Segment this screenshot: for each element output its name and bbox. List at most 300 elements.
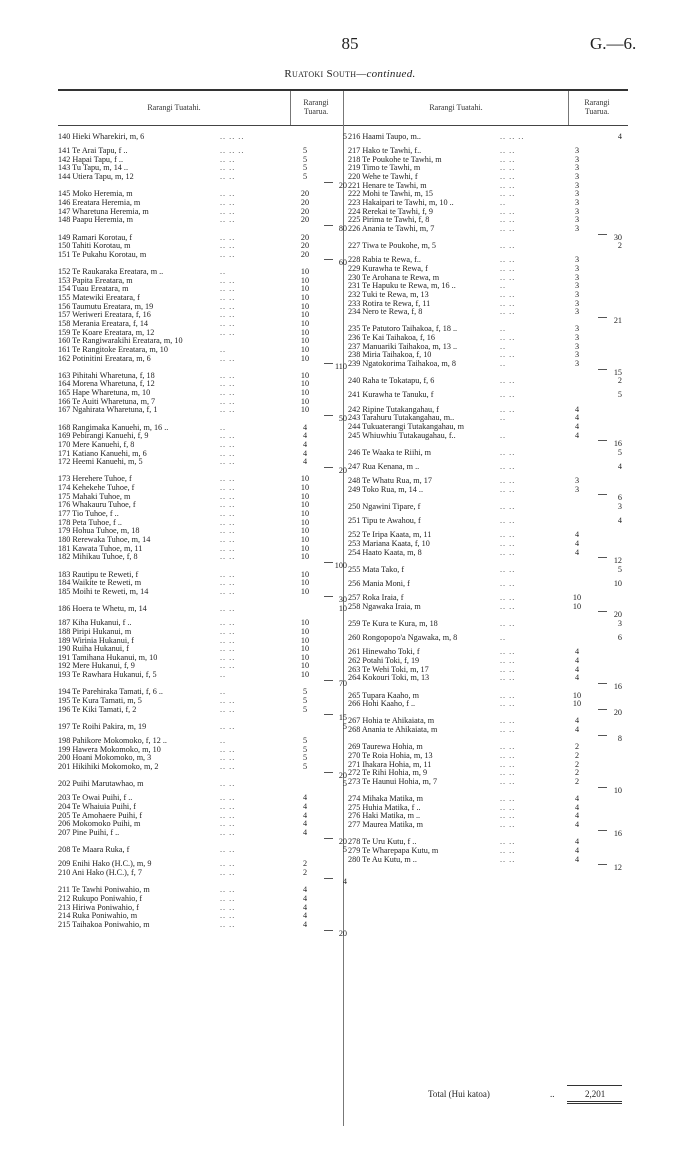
owner-name: 156 Taumutu Ereatara, m, 19 bbox=[58, 301, 154, 311]
subtotal-rule bbox=[598, 735, 607, 736]
subtotal-rule bbox=[324, 259, 333, 260]
owner-row bbox=[348, 821, 628, 830]
share-value: 2 bbox=[302, 868, 308, 878]
share-value: 10 bbox=[300, 517, 310, 527]
leader-dots: .. .. bbox=[500, 298, 516, 308]
leader-dots: .. bbox=[500, 324, 507, 334]
share-value: 4 bbox=[302, 802, 308, 812]
total-value: 4 bbox=[617, 516, 622, 526]
share-value: 20 bbox=[300, 215, 310, 225]
leader-dots: .. .. bbox=[220, 819, 236, 829]
share-value: 4 bbox=[302, 827, 308, 837]
owner-row bbox=[348, 377, 628, 386]
share-value: 3 bbox=[574, 215, 580, 225]
leader-dots: .. .. bbox=[220, 696, 236, 705]
leader-dots: .. .. bbox=[220, 721, 236, 731]
leader-dots: .. .. bbox=[220, 439, 236, 449]
owner-name: 245 Whiuwhiu Tutakaugahau, f.. bbox=[348, 430, 456, 440]
subtotal-rule bbox=[598, 317, 607, 318]
share-value: 10 bbox=[300, 644, 310, 654]
leader-dots: .. .. bbox=[500, 699, 516, 709]
leader-dots: .. .. bbox=[500, 476, 516, 486]
grand-total-rule-top bbox=[567, 1085, 622, 1086]
owner-name: 218 Te Poukohe te Tawhi, m bbox=[348, 154, 442, 164]
leader-dots: .. .. bbox=[220, 526, 236, 536]
share-value: 5 bbox=[302, 154, 308, 164]
leader-dots: .. .. bbox=[500, 461, 516, 471]
share-value: 3 bbox=[574, 272, 580, 282]
owner-name: 225 Pirima te Tawhi, f, 8 bbox=[348, 215, 430, 225]
owner-name: 241 Kurawha te Tanuku, f bbox=[348, 390, 434, 400]
owner-name: 239 Ngatokorima Taihakoa, m, 8 bbox=[348, 359, 456, 369]
leader-dots: .. .. bbox=[220, 753, 236, 763]
leader-dots: .. .. bbox=[220, 644, 236, 654]
share-value: 2 bbox=[574, 759, 580, 769]
owner-row bbox=[58, 763, 348, 772]
owner-name: 233 Rotira te Rewa, f, 11 bbox=[348, 298, 431, 308]
owner-name: 255 Mata Tako, f bbox=[348, 564, 405, 574]
leader-dots: .. .. bbox=[220, 802, 236, 812]
leader-dots: .. .. bbox=[220, 405, 236, 415]
total-value: 70 bbox=[338, 678, 347, 688]
owner-row bbox=[348, 856, 628, 865]
total-value: 15 bbox=[613, 367, 622, 377]
leader-dots: .. bbox=[500, 633, 507, 643]
share-value: 10 bbox=[300, 310, 310, 320]
total-value: 2 bbox=[617, 376, 622, 386]
leader-dots: .. bbox=[220, 736, 227, 746]
leader-dots: .. .. bbox=[500, 241, 516, 251]
subtotal-rule bbox=[324, 714, 333, 715]
leader-dots: .. .. bbox=[220, 810, 236, 820]
owner-name: 213 Hiriwa Poniwahio, f bbox=[58, 902, 139, 912]
leader-dots: .. .. bbox=[500, 742, 516, 752]
owner-name: 190 Ruiha Hukanui, f bbox=[58, 644, 129, 654]
share-value: 10 bbox=[300, 267, 310, 277]
owner-name: 231 Te Hapuku te Rewa, m, 16 .. bbox=[348, 281, 456, 291]
share-value: 4 bbox=[574, 538, 580, 548]
leader-dots: .. .. bbox=[500, 223, 516, 233]
leader-dots: .. bbox=[220, 422, 227, 432]
share-value: 3 bbox=[574, 289, 580, 299]
owner-name: 163 Pihitahi Wharetuna, f, 18 bbox=[58, 370, 155, 380]
share-value: 2 bbox=[574, 742, 580, 752]
owner-row bbox=[58, 553, 348, 562]
owner-row bbox=[348, 566, 628, 575]
owner-name: 224 Rerekai te Tawhi, f, 9 bbox=[348, 206, 433, 216]
total-value: 16 bbox=[613, 439, 622, 449]
owner-name: 226 Anania te Tawhi, m, 7 bbox=[348, 223, 435, 233]
owner-name: 169 Pebirangi Kanuehi, f, 9 bbox=[58, 431, 149, 441]
grand-total-value: 2,201 bbox=[585, 1089, 606, 1099]
leader-dots: .. .. bbox=[220, 661, 236, 671]
subtotal-rule bbox=[324, 838, 333, 839]
owner-name: 203 Te Owai Puihi, f .. bbox=[58, 793, 133, 803]
subtotal-row bbox=[348, 864, 628, 873]
leader-dots: .. .. bbox=[220, 275, 236, 285]
total-value: 4 bbox=[342, 876, 347, 886]
owner-name: 268 Anania te Ahikaiata, m bbox=[348, 725, 438, 735]
share-value: 5 bbox=[302, 163, 308, 173]
total-value: 3 bbox=[617, 501, 622, 511]
owner-name: 186 Hoera te Whetu, m, 14 bbox=[58, 604, 147, 614]
leader-dots: .. .. bbox=[220, 517, 236, 527]
owner-name: 280 Te Au Kutu, m .. bbox=[348, 854, 417, 864]
owner-name: 211 Te Tawhi Poniwahio, m bbox=[58, 885, 150, 895]
share-value: 4 bbox=[574, 802, 580, 812]
share-value: 4 bbox=[574, 430, 580, 440]
owner-name: 165 Hape Wharetuna, m, 10 bbox=[58, 388, 151, 398]
leader-dots: .. .. bbox=[220, 744, 236, 754]
share-value: 3 bbox=[574, 324, 580, 334]
total-value: 5 bbox=[342, 132, 347, 141]
owner-name: 177 Tio Tuhoe, f .. bbox=[58, 509, 119, 519]
leader-dots: .. .. bbox=[500, 263, 516, 273]
grand-total-dots: .. bbox=[550, 1089, 555, 1099]
leader-dots: .. .. bbox=[220, 761, 236, 771]
total-value: 5 bbox=[617, 390, 622, 400]
share-value: 4 bbox=[302, 457, 308, 467]
owner-name: 210 Ani Hako (H.C.), f, 7 bbox=[58, 868, 142, 878]
share-value: 5 bbox=[302, 761, 308, 771]
left-share-header bbox=[290, 98, 342, 116]
owner-name: 222 Mohi te Tawhi, m, 15 bbox=[348, 189, 434, 199]
share-value: 4 bbox=[574, 530, 580, 540]
owner-row bbox=[348, 133, 628, 142]
share-value: 5 bbox=[302, 744, 308, 754]
leader-dots: .. .. bbox=[220, 318, 236, 328]
owner-name: 202 Puihi Marutawhao, m bbox=[58, 779, 144, 789]
leader-dots: .. .. bbox=[500, 390, 516, 400]
share-value: 4 bbox=[574, 725, 580, 735]
subtotal-rule bbox=[598, 611, 607, 612]
leader-dots: .. bbox=[220, 670, 227, 680]
owner-name: 261 Hinewaho Toki, f bbox=[348, 647, 420, 657]
owner-name: 256 Mania Moni, f bbox=[348, 578, 410, 588]
share-value: 20 bbox=[300, 232, 310, 242]
leader-dots: .. .. bbox=[220, 779, 236, 789]
share-value: 10 bbox=[300, 500, 310, 510]
owner-name: 237 Manuariki Taihakoa, m, 13 .. bbox=[348, 341, 458, 351]
owner-name: 168 Rangimaka Kanuehi, m, 16 .. bbox=[58, 422, 169, 432]
grand-total-rule-bottom bbox=[567, 1101, 622, 1104]
leader-dots: .. .. bbox=[500, 593, 516, 603]
total-value: 3 bbox=[617, 619, 622, 629]
share-value: 3 bbox=[574, 359, 580, 369]
share-value: 10 bbox=[300, 336, 310, 346]
leader-dots: .. .. bbox=[500, 776, 516, 786]
leader-dots: .. .. bbox=[500, 333, 516, 343]
leader-dots: .. .. bbox=[220, 197, 236, 207]
leader-dots: .. .. bbox=[500, 751, 516, 760]
share-value: 3 bbox=[574, 341, 580, 351]
owner-name: 274 Mihaka Matika, m bbox=[348, 794, 424, 804]
subtotal-rule bbox=[324, 878, 333, 879]
total-value: 5 bbox=[617, 447, 622, 457]
owner-row bbox=[348, 700, 628, 709]
subtotal-rule bbox=[324, 182, 333, 183]
leader-dots: .. .. bbox=[500, 725, 516, 735]
share-value: 2 bbox=[574, 768, 580, 778]
owner-row bbox=[348, 580, 628, 589]
owner-name: 217 Hako te Tawhi, f.. bbox=[348, 146, 422, 156]
total-value: 5 bbox=[617, 564, 622, 574]
owner-name: 181 Kawata Tuhoe, m, 11 bbox=[58, 543, 143, 553]
owner-row bbox=[58, 406, 348, 415]
leader-dots: .. .. .. bbox=[220, 146, 245, 156]
owner-row bbox=[348, 449, 628, 458]
leader-dots: .. .. bbox=[220, 388, 236, 398]
leader-dots: .. bbox=[500, 341, 507, 351]
owner-name: 167 Ngahirata Wharetuna, f, 1 bbox=[58, 405, 158, 415]
leader-dots: .. .. bbox=[500, 154, 516, 164]
owner-name: 263 Te Wehi Toki, m, 17 bbox=[348, 664, 429, 674]
owner-name: 179 Hohua Tuhoe, m, 18 bbox=[58, 526, 140, 536]
leader-dots: .. .. bbox=[220, 885, 236, 895]
share-value: 5 bbox=[302, 736, 308, 746]
owner-row bbox=[348, 391, 628, 400]
share-value: 5 bbox=[302, 753, 308, 763]
share-value: 10 bbox=[300, 301, 310, 311]
share-value: 10 bbox=[300, 661, 310, 671]
owner-name: 242 Ripine Tutakangahau, f bbox=[348, 404, 439, 414]
owner-name: 229 Kurawha te Rewa, f bbox=[348, 263, 428, 273]
leader-dots: .. .. bbox=[500, 538, 516, 548]
share-value: 10 bbox=[300, 275, 310, 285]
total-value: 8 bbox=[617, 733, 622, 743]
owner-row bbox=[58, 458, 348, 467]
subtotal-rule bbox=[598, 557, 607, 558]
leader-dots: .. .. bbox=[220, 845, 236, 855]
right-share-header-line2: Tuarua. bbox=[584, 107, 610, 116]
owner-name: 223 Hakaipari te Tawhi, m, 10 .. bbox=[348, 197, 454, 207]
leader-dots: .. .. bbox=[500, 768, 516, 778]
share-value: 4 bbox=[302, 919, 308, 929]
owner-name: 152 Te Raukaraka Ereatara, m .. bbox=[58, 267, 164, 277]
leader-dots: .. .. bbox=[220, 704, 236, 714]
owner-name: 216 Haami Taupo, m.. bbox=[348, 132, 421, 141]
leader-dots: .. .. bbox=[500, 215, 516, 225]
leader-dots: .. .. bbox=[220, 232, 236, 242]
total-value: 20 bbox=[613, 610, 622, 620]
subtotal-rule bbox=[324, 363, 333, 364]
total-value: 4 bbox=[617, 132, 622, 141]
leader-dots: .. .. bbox=[500, 673, 516, 683]
share-value: 10 bbox=[300, 327, 310, 337]
leader-dots: .. .. bbox=[220, 327, 236, 337]
share-value: 4 bbox=[574, 837, 580, 847]
share-value: 10 bbox=[300, 586, 310, 596]
leader-dots: .. bbox=[500, 413, 507, 423]
share-value: 4 bbox=[302, 819, 308, 829]
right-owner-list bbox=[348, 133, 628, 873]
share-value: 10 bbox=[300, 353, 310, 363]
owner-name: 154 Tuau Ereatara, m bbox=[58, 284, 129, 294]
leader-dots: .. bbox=[500, 430, 507, 440]
owner-name: 259 Te Kura te Kura, m, 18 bbox=[348, 619, 438, 629]
share-value: 10 bbox=[300, 534, 310, 544]
leader-dots: .. bbox=[220, 344, 227, 354]
owner-name: 208 Te Maara Ruka, f bbox=[58, 845, 130, 855]
owner-name: 265 Tupara Kaaho, m bbox=[348, 690, 419, 700]
leader-dots: .. .. bbox=[500, 447, 516, 457]
owner-name: 191 Tamihana Hukanui, m, 10 bbox=[58, 652, 158, 662]
leader-dots: .. .. bbox=[220, 301, 236, 311]
share-value: 10 bbox=[300, 474, 310, 484]
leader-dots: .. .. bbox=[220, 500, 236, 510]
owner-name: 150 Tahiti Korotau, m bbox=[58, 241, 131, 251]
leader-dots: .. .. bbox=[500, 146, 516, 156]
share-value: 10 bbox=[300, 388, 310, 398]
total-value: 100 bbox=[334, 560, 347, 570]
share-value: 4 bbox=[574, 547, 580, 557]
owner-name: 162 Potinitini Ereatara, m, 6 bbox=[58, 353, 151, 363]
owner-row bbox=[348, 549, 628, 558]
share-value: 10 bbox=[300, 652, 310, 662]
right-name-header: Rarangi Tuatahi. bbox=[429, 103, 483, 112]
leader-dots: .. .. bbox=[500, 837, 516, 847]
share-value: 4 bbox=[574, 413, 580, 423]
leader-dots: .. .. bbox=[500, 811, 516, 821]
owner-row bbox=[58, 671, 348, 680]
owner-row bbox=[58, 846, 348, 855]
subtotal-rule bbox=[598, 709, 607, 710]
total-value: 21 bbox=[613, 315, 622, 325]
leader-dots: .. .. bbox=[500, 404, 516, 414]
owner-name: 276 Haki Matika, m .. bbox=[348, 811, 421, 821]
owner-name: 207 Pine Puihi, f .. bbox=[58, 827, 120, 837]
total-value: 16 bbox=[613, 681, 622, 691]
owner-name: 185 Moihi te Reweti, m, 14 bbox=[58, 586, 149, 596]
owner-name: 158 Merania Ereatara, f, 14 bbox=[58, 318, 149, 328]
total-value: 5 bbox=[342, 721, 347, 731]
share-value: 10 bbox=[300, 569, 310, 579]
owner-name: 161 Te Rangitoke Ereatara, m, 10 bbox=[58, 344, 168, 354]
share-value: 10 bbox=[300, 670, 310, 680]
leader-dots: .. .. bbox=[220, 310, 236, 320]
leader-dots: .. .. bbox=[220, 215, 236, 225]
leader-dots: .. .. bbox=[220, 859, 236, 869]
owner-row bbox=[348, 242, 628, 251]
leader-dots: .. .. bbox=[220, 569, 236, 579]
leader-dots: .. .. bbox=[220, 893, 236, 903]
left-name-header: Rarangi Tuatahi. bbox=[147, 103, 201, 112]
leader-dots: .. .. bbox=[220, 396, 236, 406]
total-value: 30 bbox=[613, 232, 622, 242]
share-value: 20 bbox=[300, 206, 310, 216]
owner-name: 153 Papita Ereatara, m bbox=[58, 275, 133, 285]
share-value: 3 bbox=[574, 189, 580, 199]
share-value: 3 bbox=[574, 223, 580, 233]
leader-dots: .. .. bbox=[500, 802, 516, 812]
leader-dots: .. .. bbox=[500, 180, 516, 190]
leader-dots: .. .. bbox=[220, 457, 236, 467]
owner-name: 180 Rerewaka Tuhoe, m, 14 bbox=[58, 534, 151, 544]
owner-name: 193 Te Rawhara Hukanui, f, 5 bbox=[58, 670, 157, 680]
right-share-header bbox=[568, 98, 626, 116]
owner-row bbox=[58, 605, 348, 614]
share-value: 10 bbox=[300, 618, 310, 628]
owner-row bbox=[348, 503, 628, 512]
leader-dots: .. .. bbox=[220, 868, 236, 878]
share-value: 10 bbox=[300, 552, 310, 562]
share-value: 3 bbox=[574, 476, 580, 486]
total-value: 20 bbox=[338, 928, 347, 938]
leader-dots: .. .. bbox=[220, 543, 236, 553]
share-value: 3 bbox=[574, 163, 580, 173]
table-subtitle bbox=[0, 68, 700, 80]
owner-name: 192 Mere Hukanui, f, 9 bbox=[58, 661, 135, 671]
owner-row bbox=[348, 360, 628, 369]
subtotal-rule bbox=[598, 683, 607, 684]
share-value: 10 bbox=[300, 626, 310, 636]
total-value: 5 bbox=[342, 845, 347, 855]
leader-dots: .. .. bbox=[500, 846, 516, 856]
subtitle-continued: —continued. bbox=[356, 68, 416, 80]
share-value: 3 bbox=[574, 206, 580, 216]
owner-name: 228 Rabia te Rewa, f.. bbox=[348, 255, 421, 265]
share-value: 10 bbox=[300, 578, 310, 588]
owner-name: 175 Mahaki Tuhoe, m bbox=[58, 491, 131, 501]
owner-name: 227 Tiwa te Poukohe, m, 5 bbox=[348, 241, 437, 251]
owner-name: 248 Te Whatu Rua, m, 17 bbox=[348, 476, 432, 486]
share-value: 10 bbox=[572, 699, 582, 709]
leader-dots: .. bbox=[220, 687, 227, 697]
leader-dots: .. bbox=[500, 197, 507, 207]
leader-dots: .. .. .. bbox=[220, 132, 245, 141]
share-value: 10 bbox=[300, 491, 310, 501]
share-value: 10 bbox=[300, 526, 310, 536]
owner-name: 270 Te Roia Hohia, m, 13 bbox=[348, 751, 433, 760]
leader-dots: .. .. bbox=[500, 619, 516, 629]
total-value: 20 bbox=[613, 707, 622, 717]
owner-name: 174 Kehekehe Tuhoe, f bbox=[58, 483, 135, 493]
share-value: 3 bbox=[574, 154, 580, 164]
leader-dots: .. .. bbox=[500, 189, 516, 199]
share-value: 4 bbox=[574, 794, 580, 804]
total-value: 80 bbox=[338, 223, 347, 233]
share-value: 3 bbox=[574, 484, 580, 494]
leader-dots: .. .. bbox=[500, 272, 516, 282]
leader-dots: .. .. bbox=[500, 516, 516, 526]
owner-row bbox=[58, 869, 348, 878]
share-value: 10 bbox=[300, 379, 310, 389]
owner-row bbox=[58, 173, 348, 182]
owner-name: 277 Maurea Matika, m bbox=[348, 820, 424, 830]
share-value: 4 bbox=[302, 885, 308, 895]
total-value: 4 bbox=[617, 461, 622, 471]
owner-name: 253 Mariana Kaata, f, 10 bbox=[348, 538, 430, 548]
share-value: 4 bbox=[302, 422, 308, 432]
owner-name: 172 Heemi Kanuehi, m, 5 bbox=[58, 457, 143, 467]
leader-dots: .. .. bbox=[220, 379, 236, 389]
leader-dots: .. .. bbox=[220, 370, 236, 380]
leader-dots: .. .. bbox=[500, 564, 516, 574]
leader-dots: .. .. bbox=[220, 578, 236, 588]
owner-name: 212 Rukupo Poniwahio, f bbox=[58, 893, 143, 903]
share-value: 10 bbox=[300, 543, 310, 553]
owner-name: 183 Rautipu te Reweti, f bbox=[58, 569, 139, 579]
owner-name: 204 Te Whaiuia Puihi, f bbox=[58, 802, 137, 812]
subtotal-rule bbox=[598, 369, 607, 370]
share-value: 10 bbox=[300, 509, 310, 519]
owner-name: 157 Weriweri Ereatara, f, 16 bbox=[58, 310, 151, 320]
total-value: 15 bbox=[338, 713, 347, 723]
share-value: 3 bbox=[574, 172, 580, 182]
leader-dots: .. .. bbox=[220, 474, 236, 484]
owner-name: 234 Nero te Rewa, f, 8 bbox=[348, 307, 423, 317]
share-value: 4 bbox=[302, 810, 308, 820]
